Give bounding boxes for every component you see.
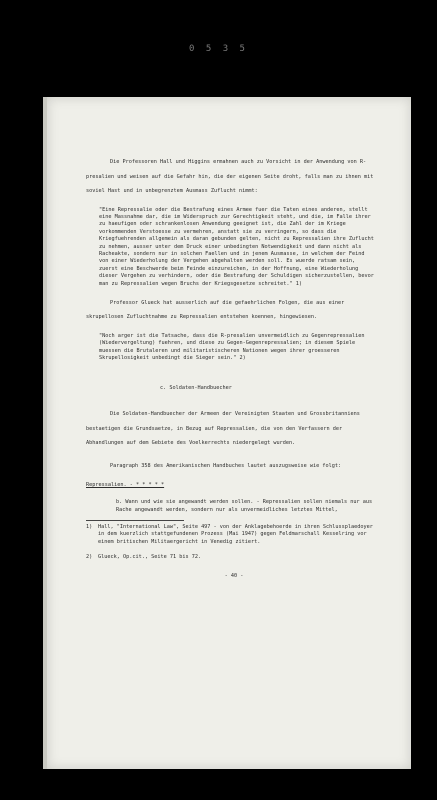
footnote-1 bbox=[86, 524, 382, 546]
page-content bbox=[86, 155, 382, 581]
section-heading: c. Soldaten-Handbuecher bbox=[160, 384, 232, 391]
document-page bbox=[47, 97, 411, 769]
archive-stamp-number: 0 5 3 5 bbox=[189, 44, 248, 54]
footnote-mark: 1) bbox=[86, 524, 93, 530]
quote-hall: "Eine Repressalie oder die Bestrafung eines Armee fuer die Taten eines anderen, stellt eine Massnahme dar, die im Widerspruch zur Gerechtigkeit steht, und die, im Falle ihrer zu haeufigen oder schrankenlosen Anwendung geeignet ist, die Zahl der im Kriege vorkommenden Verstoesse zu vermehren, anstatt sie zu verringern, so dass die Kriegfuehrenden allgemein als daran gebunden gelten, nicht zu Repressalien ihre Zuflucht zu nehmen, ausser unter dem Druck einer unbedingten Notwendigkeit und dann nicht als Racheakte, sondern nur in solchen Faellen und in jenem Ausmasse, in welchem der Feind von einer Wiederholung der Vergehen abgehalten werden soll. Es wuerde ratsam sein, zuerst eine Beschwerde beim Feinde einzureichen, in der Hoffnung, eine Wiederholung dieser Vergehen zu verhindern, oder die Bestrafung der Schuldigen sicherzustellen, bevor man zu Repressalien wegen Bruchs der Kriegsgesetze schreitet." 1) bbox=[99, 206, 374, 287]
sub-heading-repressalien bbox=[86, 481, 382, 491]
quote-glueck: "Noch arger ist die Tatsache, dass die R-presalien unvermeidlich zu Gegenrepressalien (Wiedervergeltung) fuehren, und diese zu Gegen-Gegenrepressalien; in diesem Spiele muessen die Brutaleren und militaristischeren Nationen wegen ihrer groesseren Skrupellosigkeit unbedingt die Sieger sein." 2) bbox=[99, 332, 365, 362]
sub-heading-text: Repressalien. - * * * * * bbox=[86, 482, 165, 489]
footnote-rule bbox=[86, 520, 184, 521]
sub-text-b: b. Wann und wie sie angewandt werden sollen. - Repressalien sollen niemals nur aus Rache angewandt werden, sondern nur als unvermeidliches letztes Mittel, bbox=[116, 499, 373, 513]
footnote-text: Glueck, Op.cit., Seite 71 bis 72. bbox=[98, 554, 202, 561]
footnote-text: Hall, "International Law", Seite 497 - von der Anklagebehoerde in ihren Schlussplaedoyer in dem kuerzlich stattgefundenen Prozess (Mai 1947) gegen Feldmarschall Kesselring vor einem britischen Militaergericht in Venedig zitiert. bbox=[98, 524, 373, 545]
paragraph-358: Paragraph 358 des Amerikanischen Handbuches lautet auszugsweise wie folgt: bbox=[110, 462, 342, 469]
footnote-mark: 2) bbox=[86, 554, 93, 561]
footnote-2 bbox=[86, 554, 382, 561]
paragraph-hall-higgins: Die Professoren Hall und Higgins ermahnen auch zu Vorsicht in der Anwendung von R-presalien und weisen auf die Gefahr hin, die der eigenen Seite droht, falls man zu ihnen mit soviel Hast und in unbegrenztem Ausmass Zuflucht nimmt: bbox=[86, 159, 374, 194]
paragraph-glueck: Professor Glueck hat ausserlich auf die gefaehrlichen Folgen, die aus einer skrupellosen Zufluchtnahme zu Repressalien entstehen koennen, hingewiesen. bbox=[86, 299, 345, 321]
paragraph-soldier-handbooks: Die Soldaten-Handbuecher der Armeen der Vereinigten Staaten und Grossbritanniens bestaetigen die Grundsaetze, in Bezug auf Repressalien, die von den Verfassern der Abhandlungen auf dem Gebiete des Voelkerrechts niedergelegt wurden. bbox=[86, 411, 360, 447]
page-number: - 40 - bbox=[224, 572, 244, 579]
